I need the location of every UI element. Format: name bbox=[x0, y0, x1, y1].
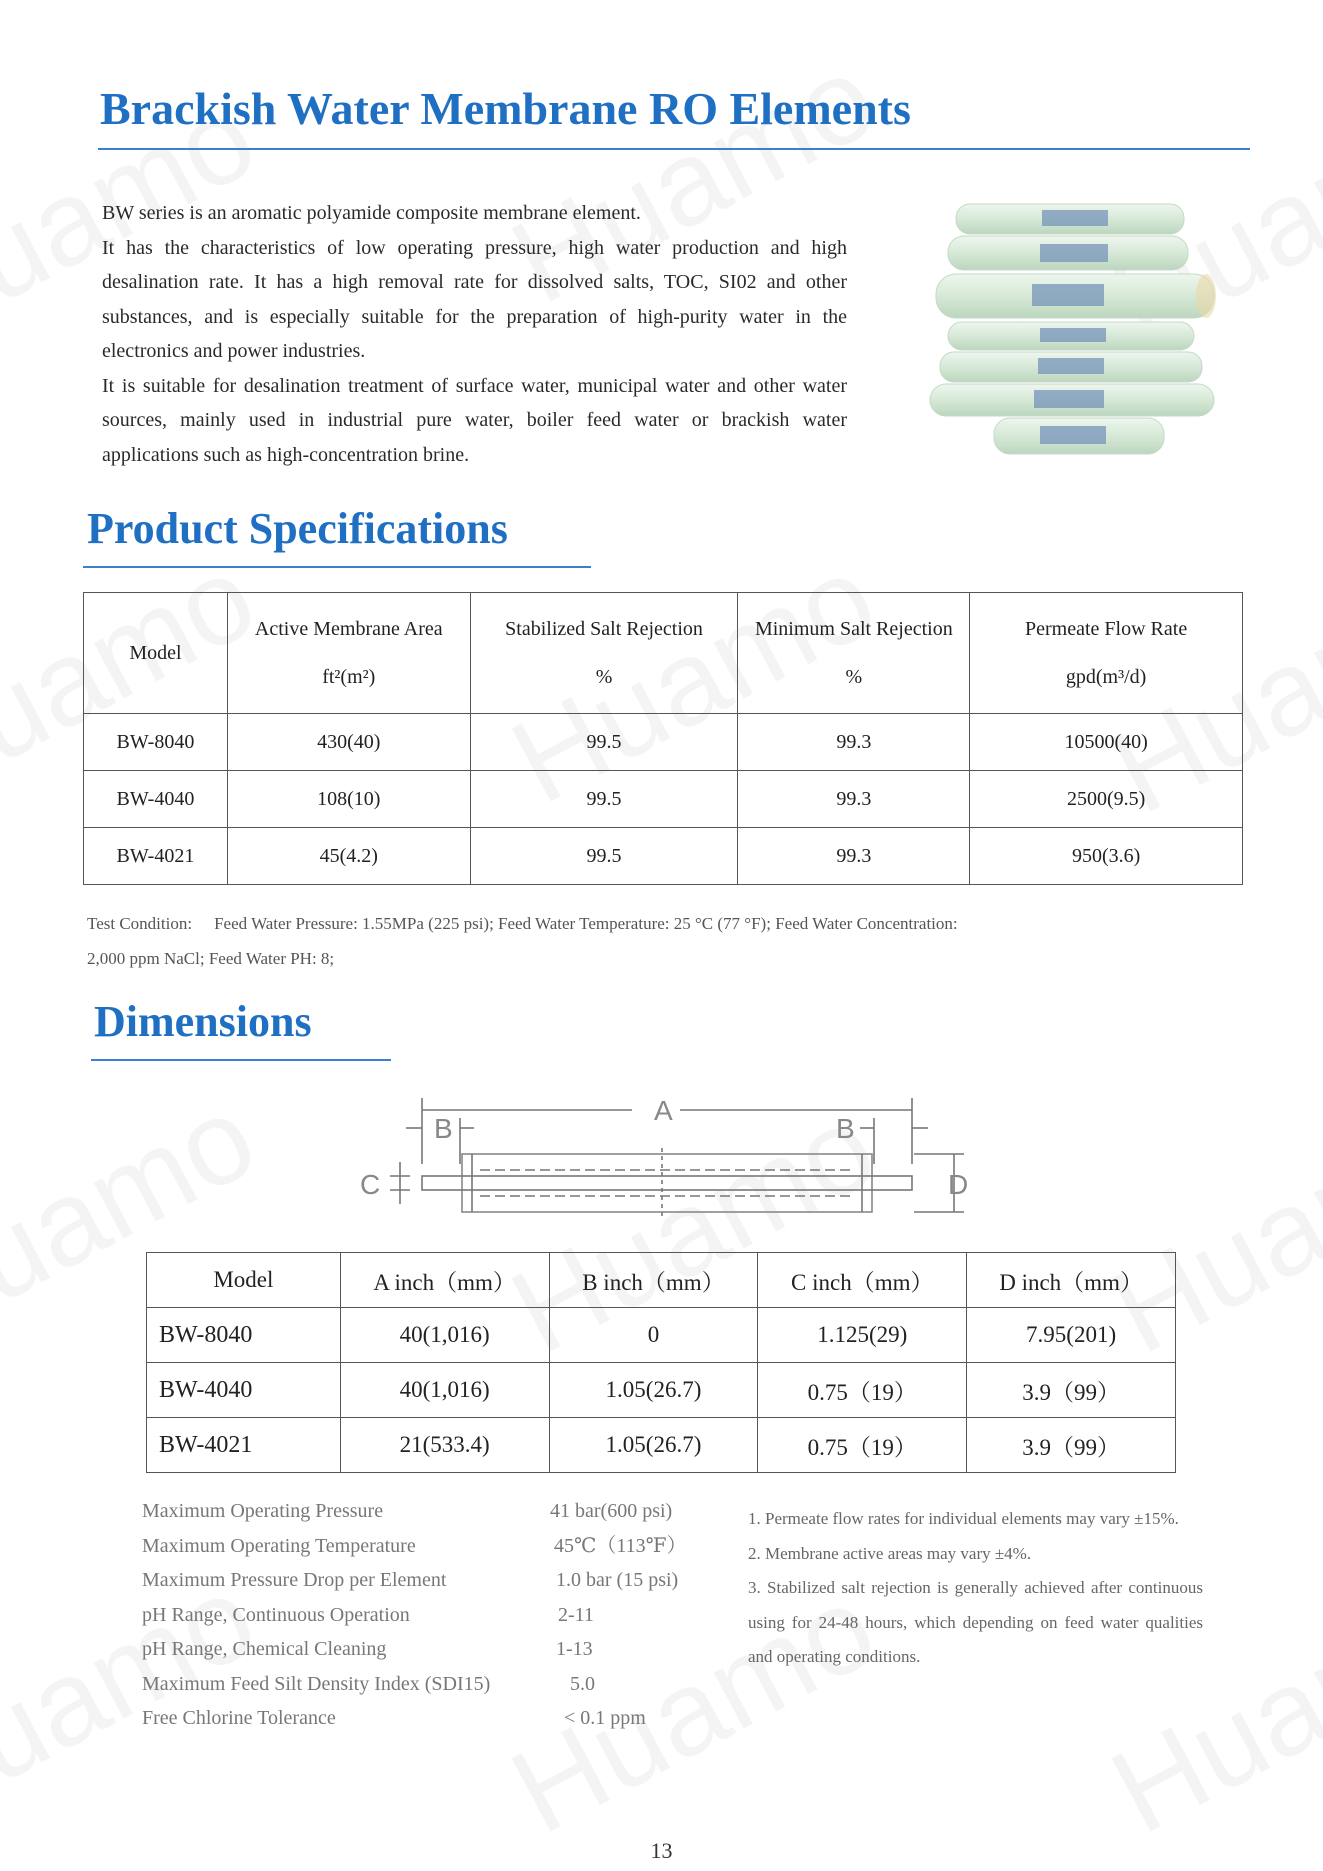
test-condition bbox=[87, 906, 1247, 976]
table-cell: 108(10) bbox=[227, 771, 470, 828]
param-label: Maximum Pressure Drop per Element bbox=[142, 1569, 447, 1591]
table-cell: 430(40) bbox=[227, 714, 470, 771]
intro-paragraph: It has the characteristics of low operating pressure, high water production and high desalination rate. It has a high removal rate for dissolved salts, TOC, SI02 and other substances, and is especially suitable for the preparation of high-purity water in the electronics and power industries. bbox=[102, 236, 847, 362]
membrane-dimension-diagram bbox=[350, 1088, 980, 1248]
table-cell: 40(1,016) bbox=[340, 1308, 549, 1363]
header-d: D inch（mm） bbox=[967, 1253, 1176, 1308]
test-condition-line: 2,000 ppm NaCl; Feed Water PH: 8; bbox=[87, 949, 335, 968]
header-model: Model bbox=[84, 593, 228, 714]
table-cell: 99.3 bbox=[738, 714, 970, 771]
table-cell: 99.5 bbox=[470, 771, 738, 828]
table-row bbox=[147, 1418, 1176, 1473]
header-model: Model bbox=[147, 1253, 341, 1308]
cell-model: BW-4021 bbox=[84, 828, 228, 885]
header-minimum-rejection: Minimum Salt Rejection % bbox=[738, 593, 970, 714]
intro-paragraph: BW series is an aromatic polyamide composite membrane element. bbox=[102, 202, 641, 224]
intro-text bbox=[102, 196, 847, 472]
test-condition-line: Test Condition: Feed Water Pressure: 1.55MPa (225 psi); Feed Water Temperature: 25 °C (77 °F); Feed Water Concentration: bbox=[87, 914, 958, 933]
footnote: 3. Stabilized salt rejection is generally achieved after continuous using for 24-48 hours, which depending on feed water qualities and operating conditions. bbox=[748, 1578, 1203, 1666]
table-row bbox=[84, 714, 1243, 771]
param-value: < 0.1 ppm bbox=[564, 1707, 646, 1729]
test-condition-label: Test Condition: bbox=[87, 914, 193, 933]
param-label: Free Chlorine Tolerance bbox=[142, 1707, 336, 1729]
dimensions-underline bbox=[91, 1059, 391, 1061]
dimensions-title: Dimensions bbox=[94, 997, 312, 1046]
product-specs-table bbox=[83, 592, 1243, 885]
param-label: pH Range, Continuous Operation bbox=[142, 1603, 410, 1626]
specs-title: Product Specifications bbox=[87, 504, 508, 553]
cell-model: BW-4040 bbox=[84, 771, 228, 828]
table-cell: 45(4.2) bbox=[227, 828, 470, 885]
table-row bbox=[84, 771, 1243, 828]
param-value: 5.0 bbox=[570, 1672, 595, 1695]
table-header-row bbox=[84, 593, 1243, 714]
table-cell: 3.9（99） bbox=[967, 1363, 1176, 1418]
page-number: 13 bbox=[650, 1838, 673, 1863]
param-value: 41 bar(600 psi) bbox=[550, 1500, 673, 1522]
cell-model: BW-4040 bbox=[147, 1363, 341, 1418]
footnote: 2. Membrane active areas may vary ±4%. bbox=[748, 1543, 1032, 1563]
table-row bbox=[147, 1363, 1176, 1418]
table-cell: 0.75（19） bbox=[758, 1363, 967, 1418]
cell-model: BW-4021 bbox=[147, 1418, 341, 1473]
intro-paragraph: It is suitable for desalination treatment of surface water, municipal water and other water sources, mainly used in industrial pure water, boiler feed water or brackish water applications such as high-concentration brine. bbox=[102, 374, 847, 466]
cell-model: BW-8040 bbox=[147, 1308, 341, 1363]
param-value: 2-11 bbox=[558, 1603, 594, 1626]
param-value: 45℃（113℉） bbox=[554, 1534, 687, 1557]
table-cell: 21(533.4) bbox=[340, 1418, 549, 1473]
diagram-label-d: D bbox=[948, 1169, 969, 1200]
footnotes bbox=[748, 1502, 1203, 1675]
header-b: B inch（mm） bbox=[549, 1253, 758, 1308]
param-label: Maximum Operating Temperature bbox=[142, 1534, 416, 1557]
table-cell: 99.5 bbox=[470, 714, 738, 771]
param-value: 1.0 bar (15 psi) bbox=[556, 1569, 679, 1591]
table-cell: 3.9（99） bbox=[967, 1418, 1176, 1473]
param-value: 1-13 bbox=[556, 1638, 593, 1660]
table-cell: 1.05(26.7) bbox=[549, 1418, 758, 1473]
table-row bbox=[147, 1308, 1176, 1363]
diagram-label-c: C bbox=[360, 1169, 381, 1200]
table-cell: 0.75（19） bbox=[758, 1418, 967, 1473]
param-label: pH Range, Chemical Cleaning bbox=[142, 1638, 387, 1660]
dimensions-table bbox=[146, 1252, 1176, 1473]
header-flow-rate: Permeate Flow Rate gpd(m³/d) bbox=[970, 593, 1243, 714]
param-label: Maximum Feed Silt Density Index (SDI15) bbox=[142, 1672, 491, 1695]
diagram-label-a: A bbox=[654, 1095, 673, 1126]
param-label: Maximum Operating Pressure bbox=[142, 1500, 384, 1522]
diagram-label-b: B bbox=[434, 1113, 453, 1144]
specs-underline bbox=[83, 566, 591, 568]
table-cell: 1.05(26.7) bbox=[549, 1363, 758, 1418]
table-cell: 7.95(201) bbox=[967, 1308, 1176, 1363]
header-c: C inch（mm） bbox=[758, 1253, 967, 1308]
page-title: Brackish Water Membrane RO Elements bbox=[100, 83, 911, 134]
table-cell: 10500(40) bbox=[970, 714, 1243, 771]
table-row bbox=[84, 828, 1243, 885]
table-cell: 1.125(29) bbox=[758, 1308, 967, 1363]
table-cell: 2500(9.5) bbox=[970, 771, 1243, 828]
table-cell: 99.5 bbox=[470, 828, 738, 885]
table-cell: 0 bbox=[549, 1308, 758, 1363]
header-stabilized-rejection: Stabilized Salt Rejection % bbox=[470, 593, 738, 714]
diagram-label-b: B bbox=[836, 1113, 855, 1144]
header-active-area: Active Membrane Area ft²(m²) bbox=[227, 593, 470, 714]
header-a: A inch（mm） bbox=[340, 1253, 549, 1308]
title-underline bbox=[98, 148, 1250, 150]
cell-model: BW-8040 bbox=[84, 714, 228, 771]
footnote: 1. Permeate flow rates for individual elements may vary ±15%. bbox=[748, 1509, 1179, 1528]
table-cell: 99.3 bbox=[738, 828, 970, 885]
ro-membrane-elements-photo bbox=[922, 196, 1222, 464]
table-header-row bbox=[147, 1253, 1176, 1308]
table-cell: 950(3.6) bbox=[970, 828, 1243, 885]
table-cell: 40(1,016) bbox=[340, 1363, 549, 1418]
table-cell: 99.3 bbox=[738, 771, 970, 828]
